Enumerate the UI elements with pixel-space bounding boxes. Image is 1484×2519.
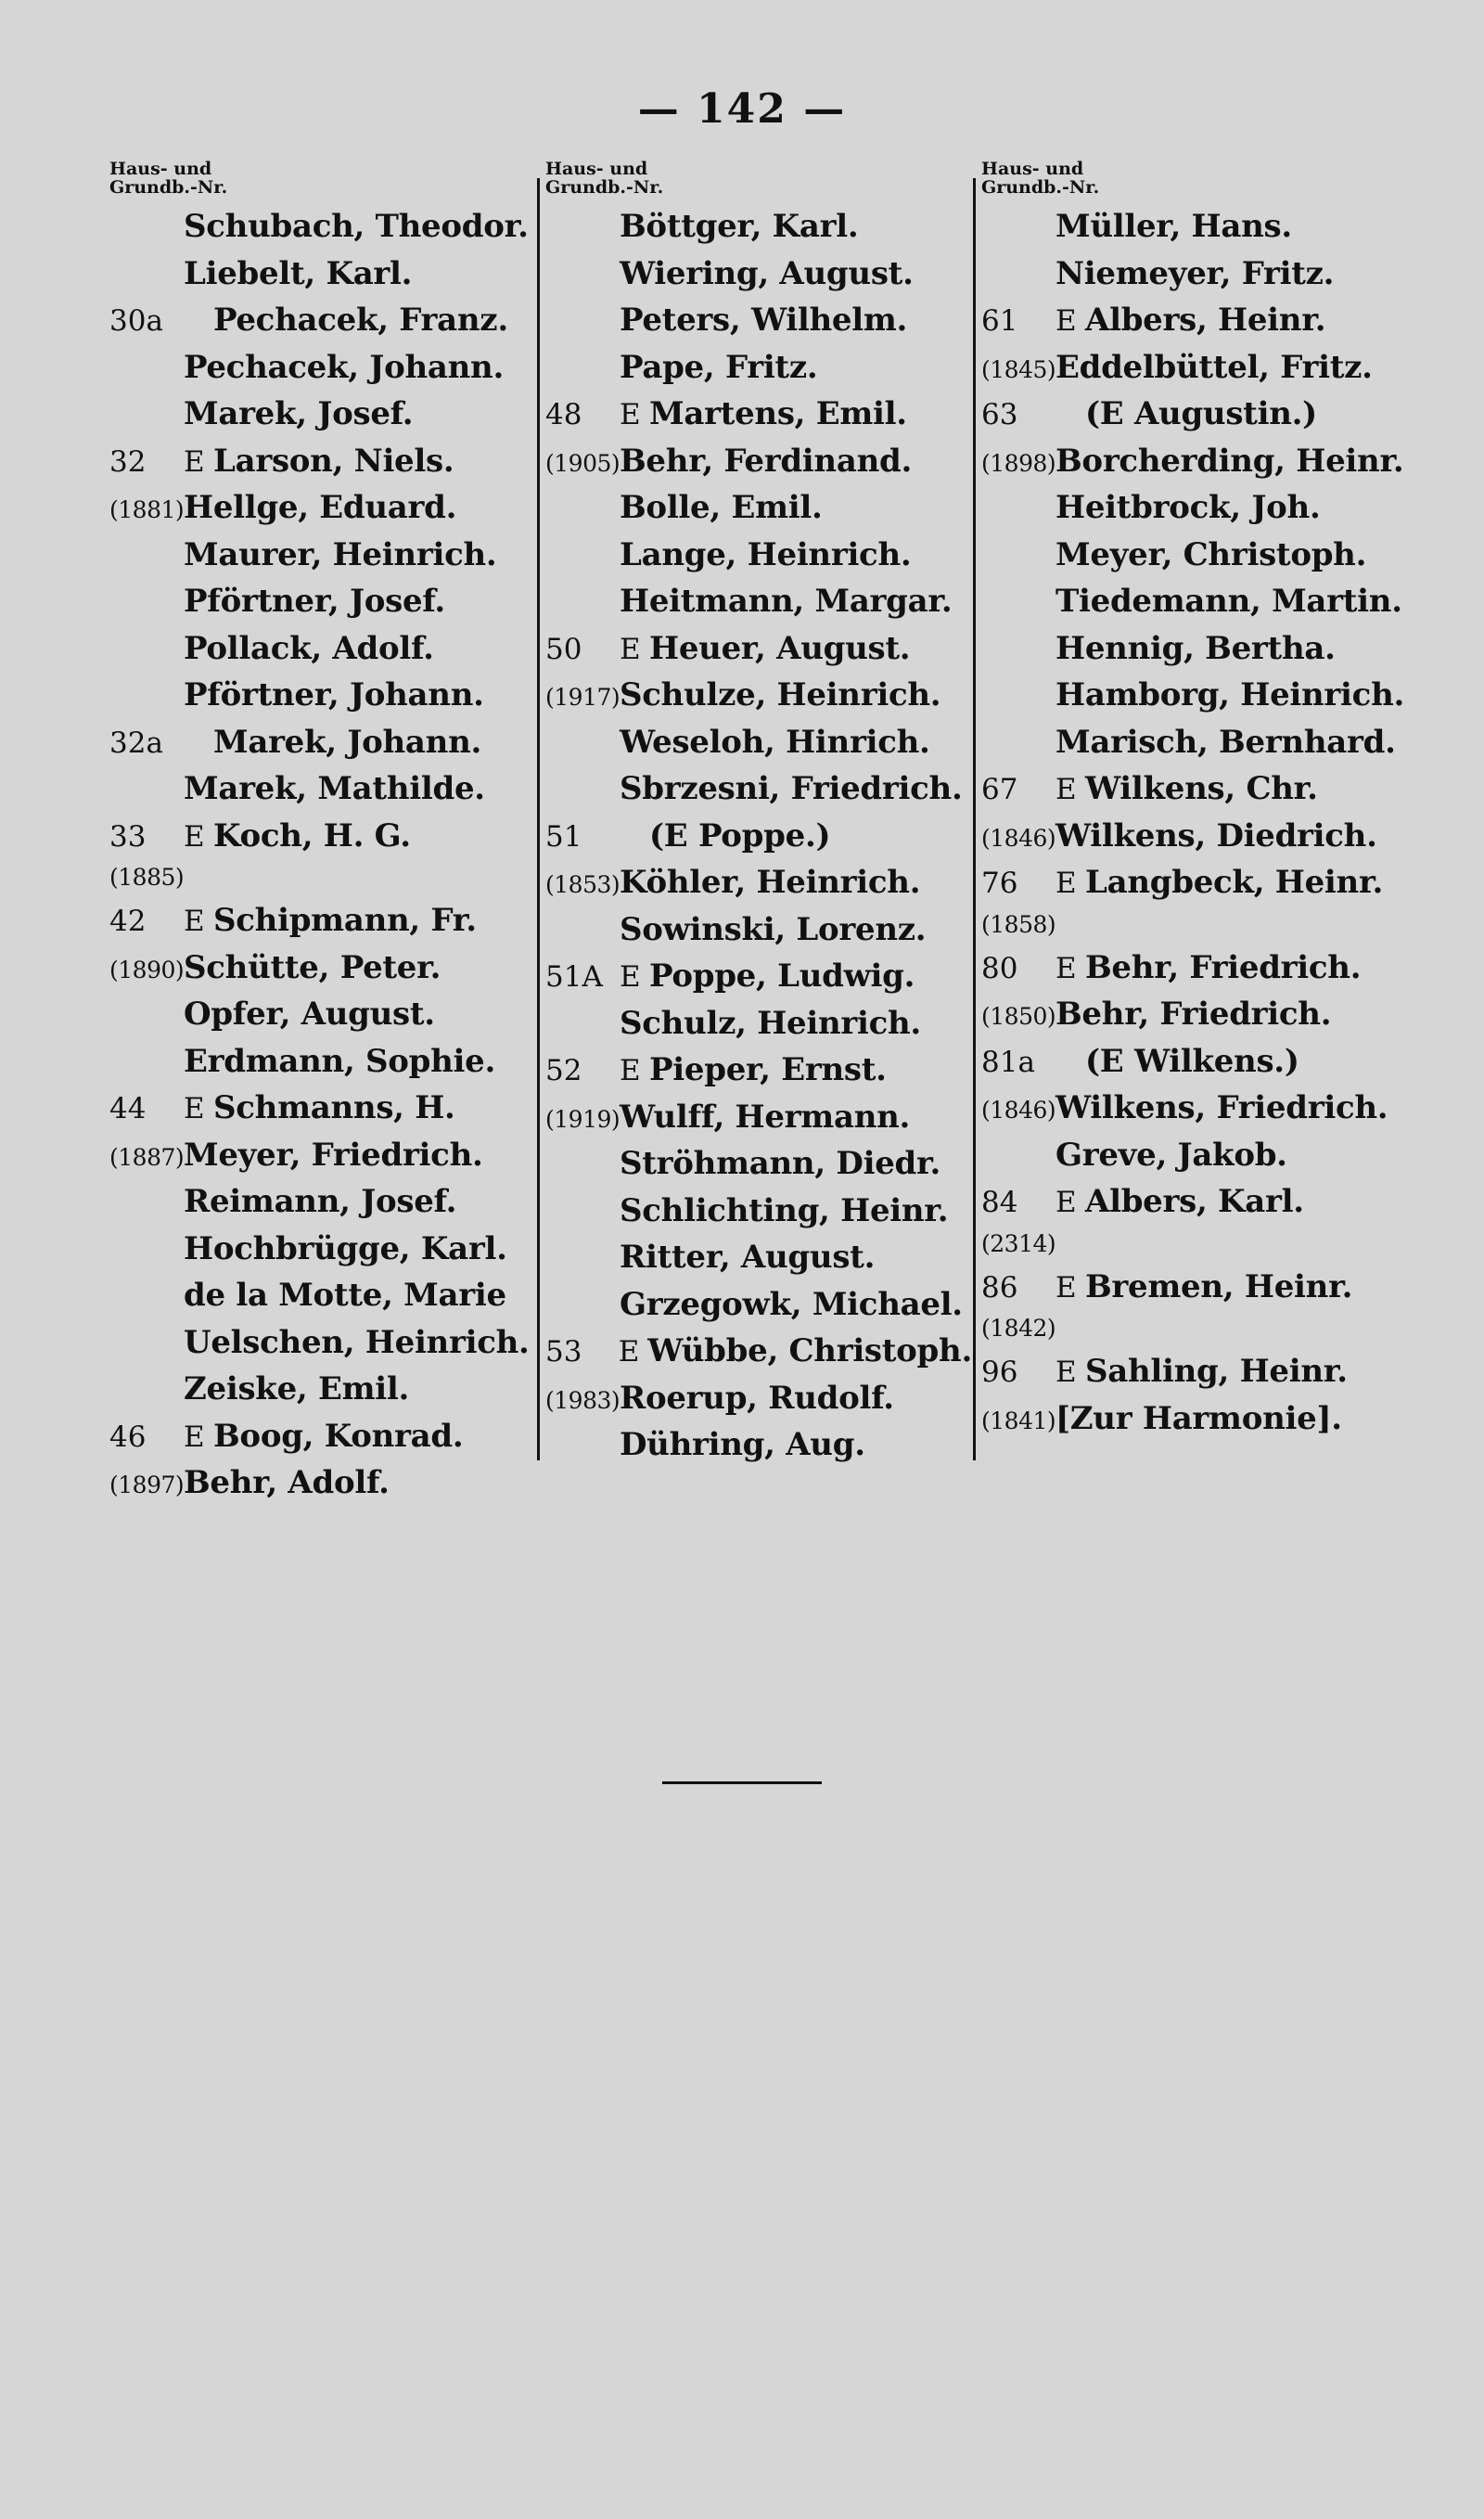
resident-name: Sahling, Heinr. (1085, 1353, 1348, 1390)
list-item (545, 1145, 972, 1192)
list-item (981, 724, 1426, 771)
list-item (109, 489, 536, 536)
resident-name: Heitmann, Margar. (620, 583, 953, 620)
list-item (109, 1464, 536, 1511)
resident-name: Wübbe, Christoph. (647, 1332, 972, 1369)
list-item (545, 817, 972, 865)
resident-name: Erdmann, Sophie. (184, 1042, 496, 1080)
resident-name: Hochbrügge, Karl. (184, 1229, 507, 1267)
column-header-line: Haus- und (981, 159, 1084, 179)
resident-name: Heitbrock, Joh. (1055, 489, 1321, 526)
house-number: (1897) (109, 1472, 185, 1498)
resident-name: Liebelt, Karl. (184, 254, 413, 292)
resident-name: (E Wilkens.) (1085, 1042, 1299, 1080)
list-item (545, 770, 972, 817)
list-item (109, 1370, 536, 1418)
house-number: 44 (109, 1092, 147, 1125)
resident-name: Köhler, Heinrich. (620, 864, 921, 901)
owner-flag: E (184, 905, 205, 938)
list-item (545, 1005, 972, 1052)
resident-name: Pechacek, Johann. (184, 348, 504, 386)
owner-flag: E (184, 1092, 205, 1125)
owner-flag: E (618, 1335, 640, 1369)
list-item (545, 1380, 972, 1427)
resident-name: Behr, Friedrich. (1085, 948, 1362, 986)
owner-flag: E (620, 398, 641, 431)
list-item (545, 1286, 972, 1333)
list-item (109, 1183, 536, 1230)
resident-name: Schulze, Heinrich. (620, 676, 941, 713)
column-header (545, 160, 972, 208)
house-number: 63 (981, 398, 1018, 431)
house-number: 53 (545, 1335, 582, 1369)
house-number: 33 (109, 819, 147, 854)
resident-name: Dühring, Aug. (620, 1426, 865, 1463)
list-item (109, 676, 536, 724)
column-header-line: Grundb.-Nr. (109, 177, 228, 198)
resident-name: Niemeyer, Fritz. (1055, 254, 1335, 292)
list-item (109, 1089, 536, 1137)
list-item (109, 770, 536, 817)
list-item (109, 1418, 536, 1465)
list-item (545, 911, 972, 958)
list-item (545, 1426, 972, 1473)
list-item (981, 302, 1426, 349)
resident-name: Marek, Josef. (184, 395, 414, 432)
column-header (109, 160, 536, 208)
house-number: 76 (981, 867, 1018, 900)
list-item (545, 489, 972, 536)
house-number: 50 (545, 632, 582, 666)
list-item (109, 1230, 536, 1278)
list-item (545, 1332, 972, 1380)
list-item (545, 443, 972, 490)
resident-name: Langbeck, Heinr. (1085, 864, 1383, 901)
list-item (981, 349, 1426, 396)
resident-name: Poppe, Ludwig. (649, 957, 915, 995)
owner-flag: E (1055, 951, 1077, 985)
list-item (109, 1043, 536, 1090)
house-number: 30a (109, 304, 163, 338)
list-item (545, 349, 972, 396)
list-item (981, 489, 1426, 536)
house-number: (1983) (545, 1386, 620, 1414)
house-number: (1841) (981, 1407, 1056, 1434)
list-item (109, 1324, 536, 1371)
house-number: (1846) (981, 824, 1056, 852)
house-number: 46 (109, 1420, 147, 1454)
list-item (109, 996, 536, 1043)
list-item (545, 676, 972, 724)
list-item (109, 536, 536, 584)
list-item (109, 255, 536, 302)
list-item (981, 676, 1426, 724)
resident-name: Schlichting, Heinr. (620, 1191, 949, 1229)
house-number: (1845) (981, 355, 1056, 383)
house-number: (1881) (109, 496, 185, 523)
house-number: 52 (545, 1054, 582, 1087)
list-item (109, 817, 536, 865)
column-2 (545, 160, 972, 1473)
list-item (545, 302, 972, 349)
list-item (981, 1089, 1426, 1137)
resident-name: Martens, Emil. (649, 395, 907, 432)
house-number: (1885) (109, 864, 185, 891)
list-item (981, 1315, 1426, 1353)
list-item (109, 864, 536, 902)
resident-name: Zeiske, Emil. (184, 1370, 410, 1407)
resident-name: Wiering, August. (620, 254, 914, 292)
resident-name: Meyer, Friedrich. (184, 1136, 483, 1174)
owner-flag: E (184, 1420, 205, 1454)
list-item (981, 1353, 1426, 1400)
resident-name: Roerup, Rudolf. (620, 1379, 894, 1417)
resident-name: Pförtner, Josef. (184, 583, 445, 620)
list-item (545, 1192, 972, 1240)
house-number: (1858) (981, 910, 1056, 938)
house-number: 86 (981, 1270, 1018, 1304)
owner-flag: E (1055, 867, 1077, 900)
list-item (981, 1230, 1426, 1268)
list-item (109, 949, 536, 996)
resident-name: Ritter, August. (620, 1239, 876, 1276)
resident-name: Hellge, Eduard. (184, 489, 457, 526)
resident-name: Sowinski, Lorenz. (620, 910, 927, 948)
list-item (545, 630, 972, 677)
resident-name: Greve, Jakob. (1055, 1136, 1287, 1174)
house-number: (1917) (545, 684, 620, 711)
house-number: 67 (981, 773, 1018, 806)
resident-name: Schmanns, H. (213, 1089, 455, 1126)
owner-flag: E (1055, 1186, 1077, 1219)
resident-name: Pechacek, Franz. (213, 302, 508, 339)
list-item (109, 395, 536, 443)
house-number: 80 (981, 951, 1018, 985)
list-item (981, 630, 1426, 677)
resident-name: de la Motte, Marie (184, 1277, 506, 1314)
list-item (981, 1043, 1426, 1090)
house-number: (1850) (981, 1003, 1056, 1030)
page-number: — 142 — (637, 85, 847, 133)
house-number: (1887) (109, 1143, 185, 1171)
list-item (981, 949, 1426, 996)
resident-name: Schubach, Theodor. (184, 208, 529, 245)
list-item (981, 255, 1426, 302)
list-item (981, 1268, 1426, 1316)
resident-name: Behr, Adolf. (184, 1464, 390, 1501)
house-number: (1898) (981, 449, 1056, 477)
resident-name: Marek, Johann. (213, 723, 482, 761)
resident-name: Opfer, August. (184, 996, 435, 1033)
resident-name: Grzegowk, Michael. (620, 1285, 963, 1323)
list-item (981, 208, 1426, 255)
owner-flag: E (184, 444, 205, 479)
resident-name: (E Poppe.) (649, 816, 831, 855)
end-rule (662, 1781, 822, 1784)
list-item (545, 255, 972, 302)
list-item (981, 911, 1426, 949)
list-item (109, 630, 536, 677)
list-item (109, 302, 536, 349)
resident-name: Pollack, Adolf. (184, 629, 434, 667)
resident-name: Sbrzesni, Friedrich. (620, 770, 963, 807)
list-item (545, 724, 972, 771)
list-item (981, 536, 1426, 584)
resident-name: Wilkens, Diedrich. (1055, 816, 1377, 855)
list-item (109, 208, 536, 255)
resident-name: Müller, Hans. (1055, 208, 1292, 245)
list-item (981, 583, 1426, 630)
resident-name: Ströhmann, Diedr. (620, 1145, 941, 1182)
resident-name: Borcherding, Heinr. (1055, 442, 1404, 480)
resident-name: Meyer, Christoph. (1055, 535, 1367, 573)
resident-name: Hamborg, Heinrich. (1055, 676, 1405, 713)
list-item (109, 902, 536, 949)
resident-name: Wilkens, Chr. (1085, 770, 1318, 807)
list-item (981, 817, 1426, 865)
list-item (109, 349, 536, 396)
resident-name: Pape, Fritz. (620, 348, 818, 386)
resident-name: Peters, Wilhelm. (620, 302, 908, 339)
resident-name: Marisch, Bernhard. (1055, 723, 1396, 761)
house-number: (1846) (981, 1097, 1056, 1124)
column-divider (537, 178, 540, 1460)
resident-name: Bolle, Emil. (620, 489, 823, 526)
house-number: (1890) (109, 956, 185, 983)
column-1 (109, 160, 536, 1511)
house-number: (1842) (981, 1315, 1056, 1342)
column-3 (981, 160, 1426, 1446)
list-item (109, 1137, 536, 1184)
house-number: 51 (545, 819, 582, 854)
resident-name: Boog, Konrad. (213, 1417, 464, 1455)
list-item (981, 864, 1426, 911)
resident-name: Lange, Heinrich. (620, 535, 912, 573)
column-header-line: Haus- und (545, 159, 648, 179)
house-number: 32a (109, 726, 163, 760)
house-number: 51A (545, 960, 603, 994)
list-item (981, 395, 1426, 443)
owner-flag: E (1055, 1270, 1077, 1304)
resident-name: Behr, Ferdinand. (620, 442, 912, 480)
list-item (545, 1099, 972, 1146)
resident-name: Maurer, Heinrich. (184, 535, 497, 573)
house-number: (1905) (545, 449, 620, 477)
list-item (545, 1239, 972, 1286)
house-number: (1853) (545, 871, 620, 898)
list-item (109, 724, 536, 771)
resident-name: [Zur Harmonie]. (1055, 1399, 1342, 1437)
column-header-line: Grundb.-Nr. (545, 177, 664, 198)
resident-name: Heuer, August. (649, 629, 911, 667)
house-number: 48 (545, 398, 582, 431)
resident-name: Albers, Karl. (1085, 1183, 1304, 1220)
resident-name: Weseloh, Hinrich. (620, 723, 930, 761)
resident-name: Schipmann, Fr. (213, 902, 477, 939)
resident-name: (E Augustin.) (1085, 395, 1317, 432)
house-number: 96 (981, 1356, 1018, 1389)
house-number: 32 (109, 444, 147, 479)
column-header-line: Haus- und (109, 159, 212, 179)
column-header (981, 160, 1426, 208)
resident-name: Böttger, Karl. (620, 208, 859, 245)
owner-flag: E (620, 632, 641, 666)
resident-name: Schulz, Heinrich. (620, 1004, 921, 1042)
house-number: 84 (981, 1186, 1018, 1219)
house-number: 61 (981, 304, 1018, 338)
list-item (545, 1051, 972, 1099)
owner-flag: E (1055, 1356, 1077, 1389)
list-item (981, 443, 1426, 490)
resident-name: Larson, Niels. (213, 442, 454, 480)
list-item (545, 536, 972, 584)
resident-name: Bremen, Heinr. (1085, 1267, 1353, 1305)
resident-name: Eddelbüttel, Fritz. (1055, 348, 1373, 386)
resident-name: Pförtner, Johann. (184, 676, 484, 713)
resident-name: Uelschen, Heinrich. (184, 1323, 530, 1361)
list-item (545, 957, 972, 1005)
owner-flag: E (184, 819, 205, 854)
resident-name: Koch, H. G. (213, 816, 411, 855)
list-item (545, 864, 972, 911)
list-item (981, 996, 1426, 1043)
list-item (981, 1137, 1426, 1184)
list-item (109, 443, 536, 490)
resident-name: Wulff, Hermann. (620, 1098, 911, 1136)
list-item (109, 1277, 536, 1324)
resident-name: Schütte, Peter. (184, 948, 441, 986)
owner-flag: E (1055, 773, 1077, 806)
owner-flag: E (620, 960, 641, 994)
house-number: 42 (109, 905, 147, 938)
list-item (109, 583, 536, 630)
resident-name: Marek, Mathilde. (184, 770, 485, 807)
resident-name: Pieper, Ernst. (649, 1051, 887, 1088)
house-number: (1919) (545, 1105, 620, 1133)
resident-name: Tiedemann, Martin. (1055, 583, 1402, 620)
list-item (981, 1400, 1426, 1447)
house-number: (2314) (981, 1229, 1056, 1257)
list-item (545, 583, 972, 630)
owner-flag: E (620, 1054, 641, 1087)
resident-name: Wilkens, Friedrich. (1055, 1089, 1388, 1126)
column-divider (973, 178, 976, 1460)
resident-name: Reimann, Josef. (184, 1183, 457, 1220)
list-item (545, 395, 972, 443)
column-header-line: Grundb.-Nr. (981, 177, 1100, 198)
list-item (981, 770, 1426, 817)
list-item (545, 208, 972, 255)
resident-name: Behr, Friedrich. (1055, 996, 1332, 1033)
resident-name: Hennig, Bertha. (1055, 629, 1336, 667)
resident-name: Albers, Heinr. (1085, 302, 1326, 339)
owner-flag: E (1055, 304, 1077, 338)
list-item (981, 1183, 1426, 1230)
house-number: 81a (981, 1045, 1035, 1079)
